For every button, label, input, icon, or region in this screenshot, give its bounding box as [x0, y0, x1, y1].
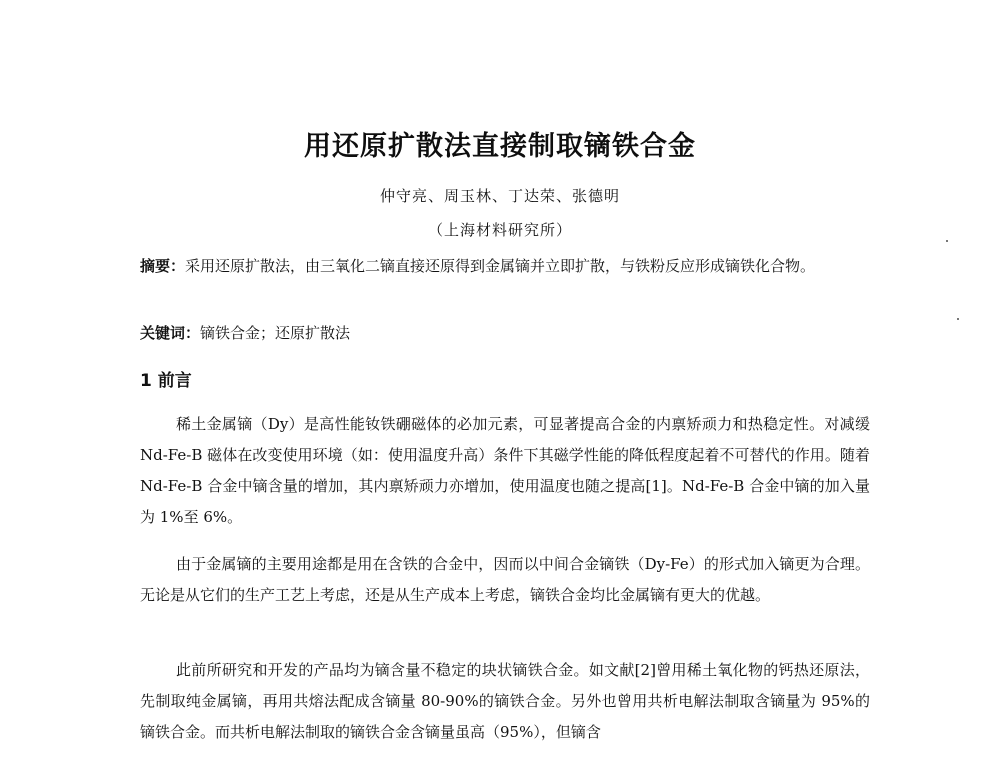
section-heading-introduction: 1 前言 [140, 371, 192, 391]
abstract-text: 采用还原扩散法，由三氧化二镝直接还原得到金属镝并立即扩散，与铁粉反应形成镝铁化合物。 [185, 257, 816, 275]
keywords [140, 318, 870, 349]
paragraph: 由于金属镝的主要用途都是用在含铁的合金中，因而以中间合金镝铁（Dy-Fe）的形式加入镝更为合理。无论是从它们的生产工艺上考虑，还是从生产成本上考虑，镝铁合金均比金属镝有更大的优越。 [140, 555, 870, 604]
keywords-label: 关键词： [140, 324, 201, 342]
scan-speck [946, 240, 948, 242]
paragraph: 稀土金属镝（Dy）是高性能钕铁硼磁体的必加元素，可显著提高合金的内禀矫顽力和热稳定性。对减缓 Nd-Fe-B 磁体在改变使用环境（如：使用温度升高）条件下其磁学性能的降低程度起着不可替代的作用。随着 Nd-Fe-B 合金中镝含量的增加，其内禀矫顽力亦增加，使用温度也随之提高[1]。Nd-Fe-B 合金中镝的加入量为 1%至 6%。 [140, 415, 870, 526]
keywords-text: 镝铁合金；还原扩散法 [200, 324, 351, 342]
abstract-label: 摘要： [140, 257, 186, 275]
author-list: 仲守亮、周玉林、丁达荣、张德明 [379, 187, 620, 205]
paper-title: 用还原扩散法直接制取镝铁合金 [304, 131, 696, 162]
abstract [140, 251, 870, 282]
affiliation: （上海材料研究所） [427, 221, 572, 239]
paragraph: 此前所研究和开发的产品均为镝含量不稳定的块状镝铁合金。如文献[2]曾用稀土氧化物的钙热还原法，先制取纯金属镝，再用共熔法配成含镝量 80-90%的镝铁合金。另外也曾用共析电解法制取含镝量为 95%的镝铁合金。而共析电解法制取的镝铁合金含镝量虽高（95%），但镝含 [140, 661, 870, 741]
scan-speck [957, 318, 959, 320]
